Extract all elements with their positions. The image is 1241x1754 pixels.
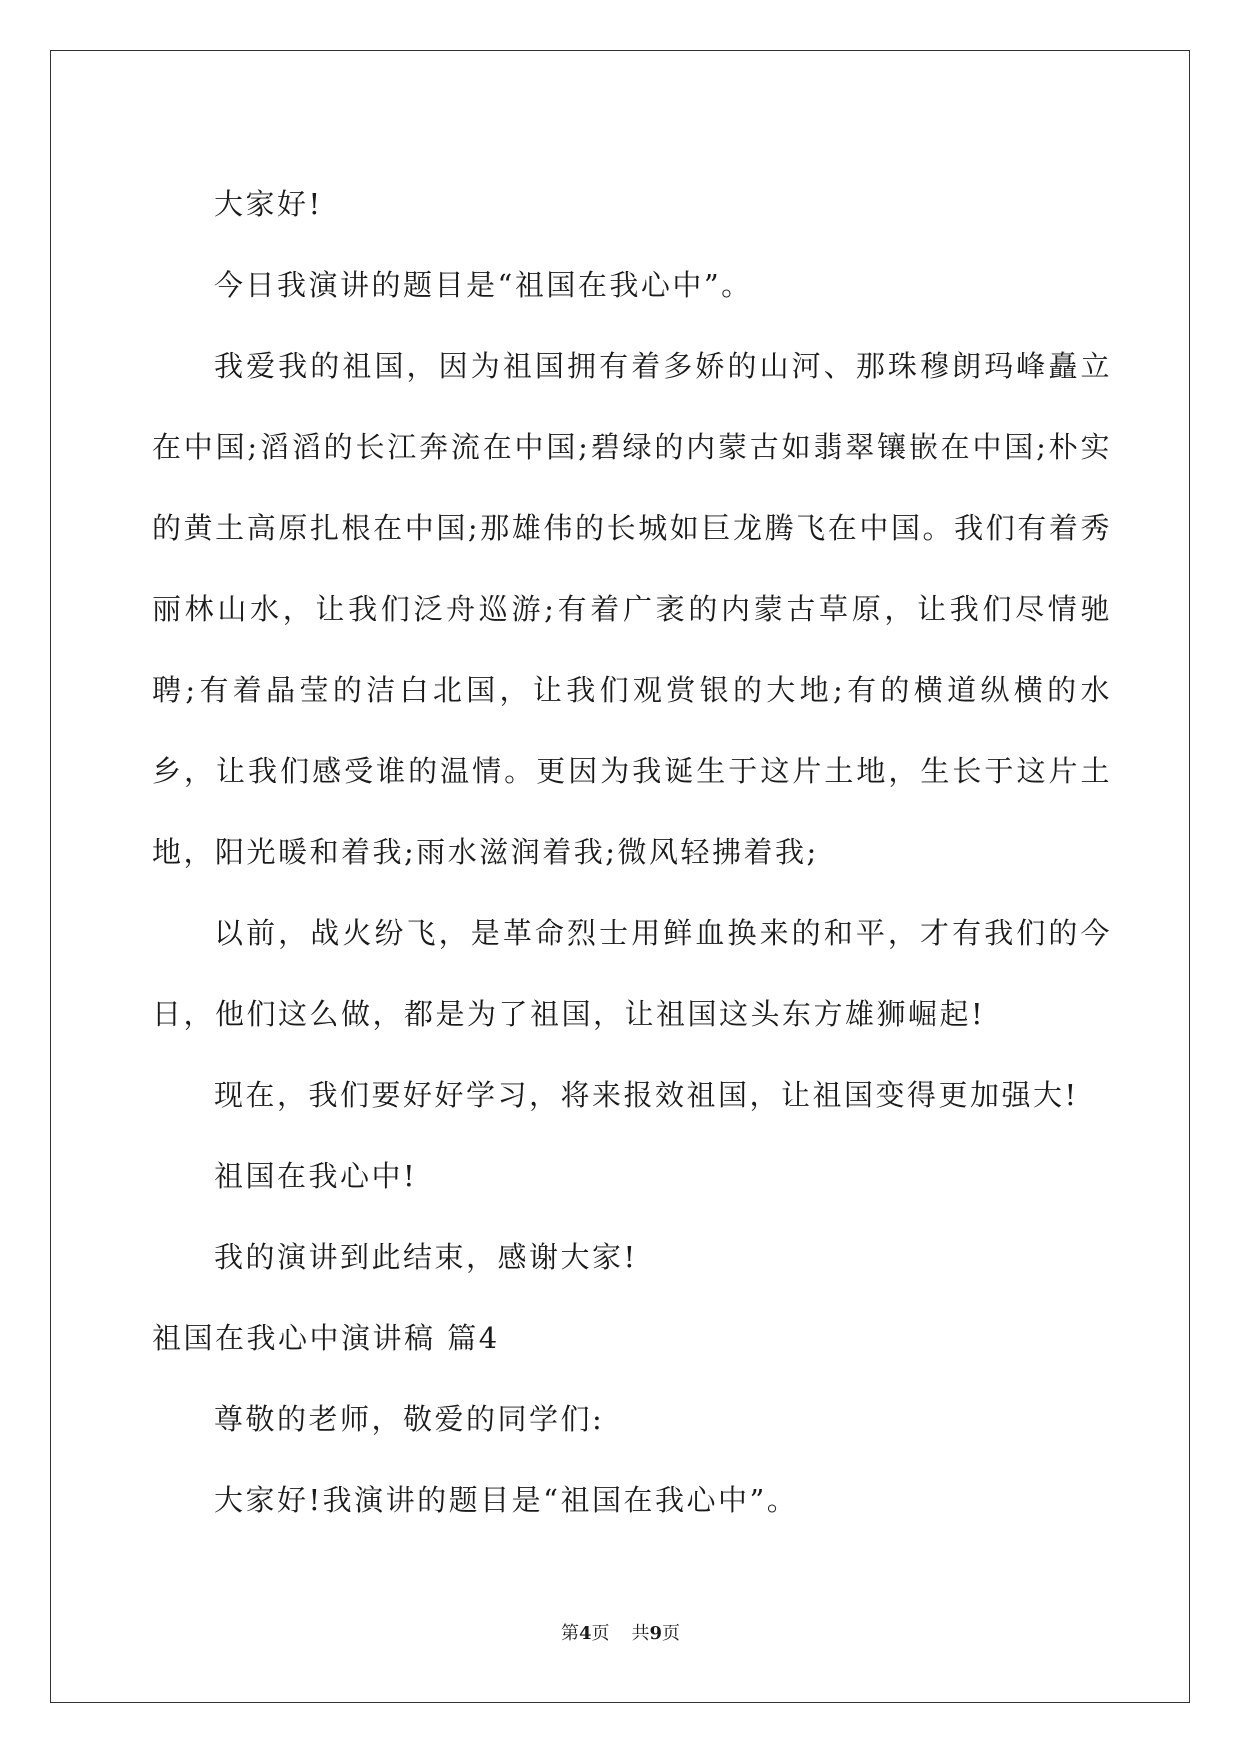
footer-page-word: 页 [591,1623,610,1644]
section-heading: 祖国在我心中演讲稿 篇4 [152,1321,500,1355]
page-footer [0,1622,1241,1646]
paragraph-study: 现在，我们要好好学习，将来报效祖国，让祖国变得更加强大! [214,1078,1079,1112]
paragraph-greeting-topic: 大家好!我演讲的题目是“祖国在我心中”。 [214,1483,799,1517]
footer-total-prefix: 共 [631,1623,650,1644]
paragraph-salutation: 尊敬的老师，敬爱的同学们: [214,1402,605,1436]
footer-prefix: 第 [560,1623,579,1644]
footer-total-pages: 9 [649,1623,663,1644]
document-body [152,164,1112,1541]
paragraph-closing: 我的演讲到此结束，感谢大家! [214,1240,638,1274]
paragraph-greeting: 大家好! [214,187,323,221]
paragraph-history: 以前，战火纷飞，是革命烈士用鲜血换来的和平，才有我们的今日，他们这么做，都是为了祖国，让祖国这头东方雄狮崛起! [152,916,1112,1031]
paragraph-love-motherland: 我爱我的祖国，因为祖国拥有着多娇的山河、那珠穆朗玛峰矗立在中国;滔滔的长江奔流在中国;碧绿的内蒙古如翡翠镶嵌在中国;朴实的黄土高原扎根在中国;那雄伟的长城如巨龙腾飞在中国。我们有着秀丽林山水，让我们泛舟巡游;有着广袤的内蒙古草原，让我们尽情驰聘;有着晶莹的洁白北国，让我们观赏银的大地;有的横道纵横的水乡，让我们感受谁的温情。更因为我诞生于这片土地，生长于这片土地，阳光暖和着我;雨水滋润着我;微风轻拂着我; [152,349,1112,869]
footer-total-suffix: 页 [662,1623,681,1644]
footer-current-page: 4 [578,1623,592,1644]
paragraph-motherland-in-heart: 祖国在我心中! [214,1159,418,1193]
paragraph-topic: 今日我演讲的题目是“祖国在我心中”。 [214,268,753,302]
